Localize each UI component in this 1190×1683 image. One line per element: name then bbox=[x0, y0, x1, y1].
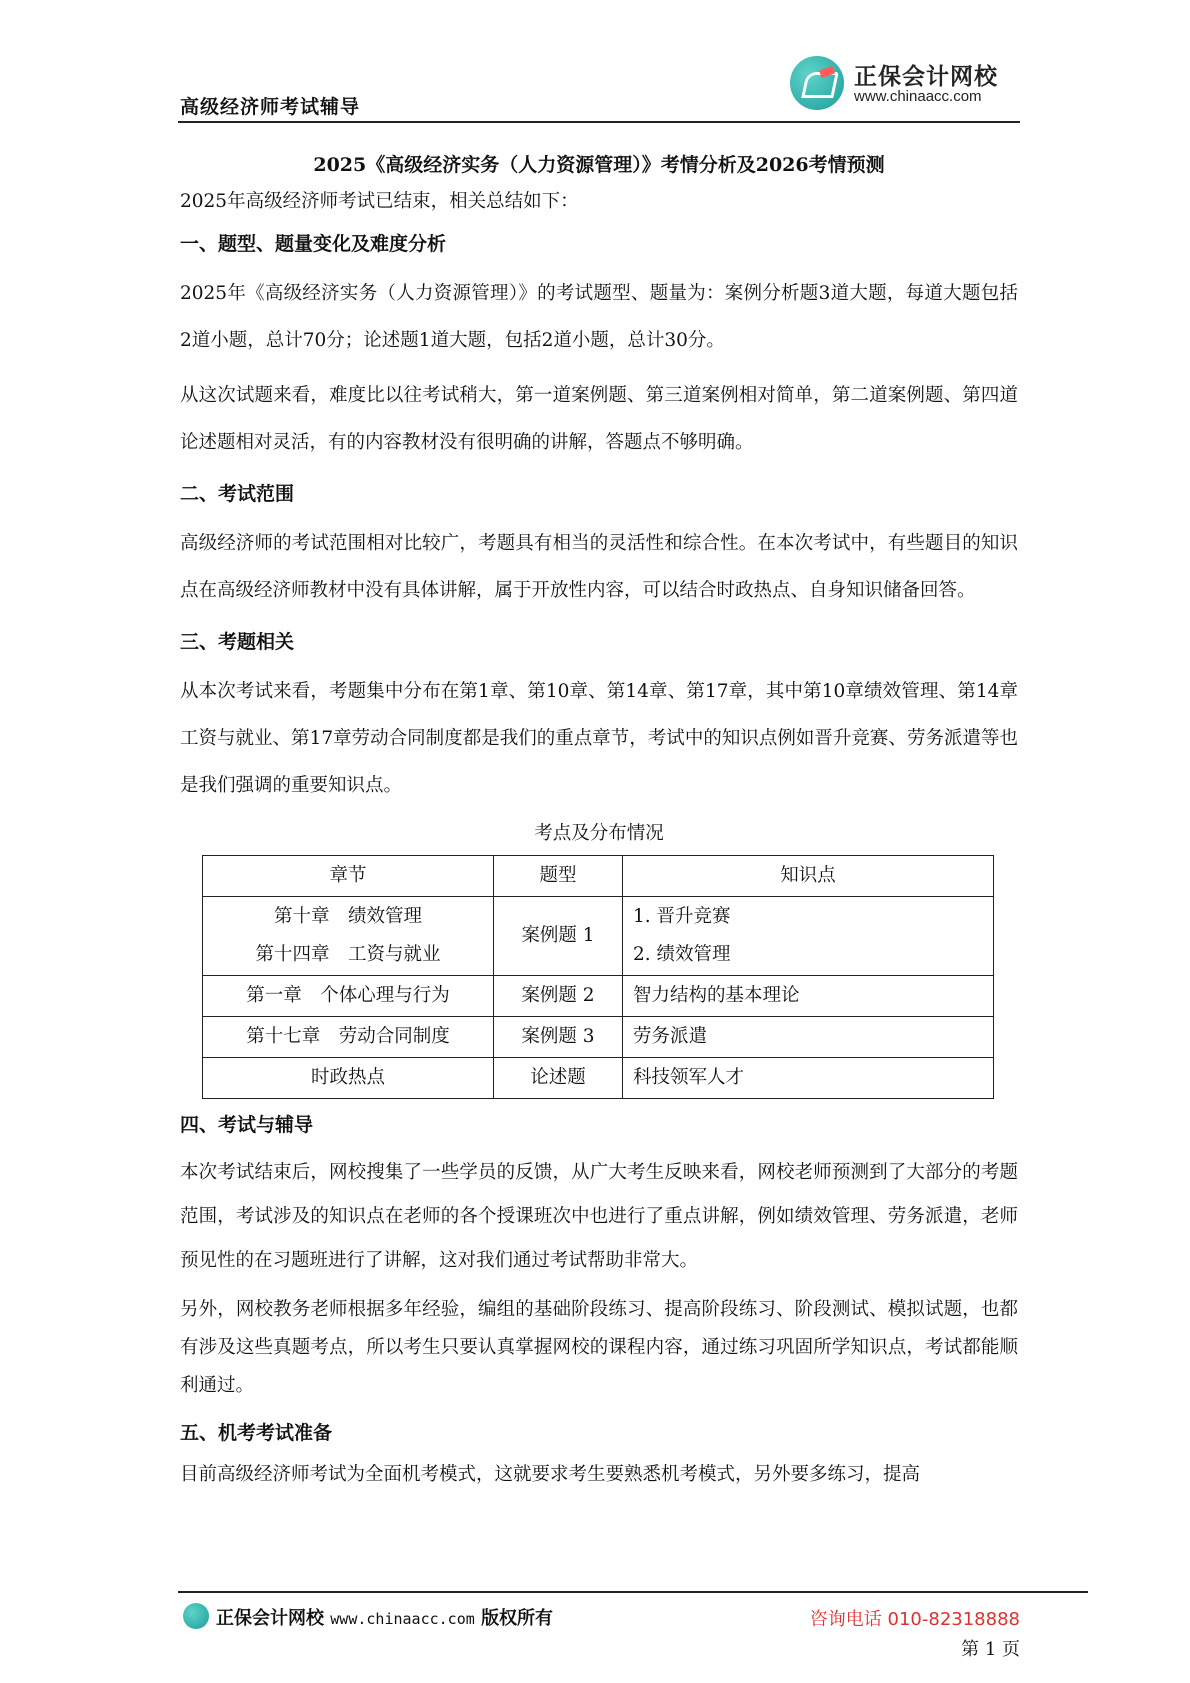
section-heading-2: 二、考试范围 bbox=[180, 483, 295, 505]
page-number: 第 1 页 bbox=[961, 1639, 1020, 1660]
table-cell-chapter: 第一章 个体心理与行为 bbox=[203, 976, 494, 1017]
document-title: 2025《高级经济实务（人力资源管理）》考情分析及2026考情预测 bbox=[313, 154, 885, 176]
table-header-cell: 题型 bbox=[494, 856, 623, 897]
table-cell-chapter: 时政热点 bbox=[203, 1058, 494, 1099]
table-cell-type: 案例题 2 bbox=[494, 976, 623, 1017]
section-heading-1: 一、题型、题量变化及难度分析 bbox=[180, 233, 447, 255]
document-body bbox=[180, 150, 1018, 1497]
footer-rights: 版权所有 bbox=[481, 1608, 554, 1629]
intro-paragraph: 2025年高级经济师考试已结束，相关总结如下： bbox=[180, 191, 579, 212]
section-heading-3: 三、考题相关 bbox=[180, 631, 295, 653]
footer-phone: 咨询电话 010-82318888 bbox=[809, 1609, 1020, 1630]
brand-logo[interactable] bbox=[790, 54, 1020, 114]
table-cell-type: 案例题 1 bbox=[494, 897, 623, 976]
logo-icon bbox=[790, 56, 844, 110]
paragraph-s4-2: 另外，网校教务老师根据多年经验，编组的基础阶段练习、提高阶段练习、阶段测试、模拟试题，也都有涉及这些真题考点，所以考生只要认真掌握网校的课程内容，通过练习巩固所学知识点，考试都能顺利通过。 bbox=[180, 1299, 1018, 1396]
chapter-name: 第十章 绩效管理 bbox=[273, 906, 422, 927]
table-row bbox=[203, 1058, 994, 1099]
header-title: 高级经济师考试辅导 bbox=[180, 96, 361, 118]
footer-brand-line bbox=[216, 1604, 553, 1630]
section-heading-4: 四、考试与辅导 bbox=[180, 1114, 314, 1136]
paragraph-s2-1: 高级经济师的考试范围相对比较广，考题具有相当的灵活性和综合性。在本次考试中，有些题目的知识点在高级经济师教材中没有具体讲解，属于开放性内容，可以结合时政热点、自身知识储备回答。 bbox=[180, 533, 1018, 601]
footer-logo-icon bbox=[183, 1603, 209, 1629]
table-cell-type: 案例题 3 bbox=[494, 1017, 623, 1058]
table-header-cell: 章节 bbox=[203, 856, 494, 897]
table-row bbox=[203, 897, 994, 976]
table-row bbox=[203, 976, 994, 1017]
paragraph-s1-2: 从这次试题来看，难度比以往考试稍大，第一道案例题、第三道案例相对简单，第二道案例题、第四道论述题相对灵活，有的内容教材没有很明确的讲解，答题点不够明确。 bbox=[180, 385, 1018, 453]
table-cell-type: 论述题 bbox=[494, 1058, 623, 1099]
table-header-cell: 知识点 bbox=[623, 856, 994, 897]
table-cell-knowledge: 劳务派遣 bbox=[623, 1017, 994, 1058]
distribution-table bbox=[202, 855, 994, 1099]
knowledge-point: 1. 晋升竞赛 bbox=[633, 906, 731, 927]
paragraph-s1-1: 2025年《高级经济实务（人力资源管理）》的考试题型、题量为：案例分析题3道大题，每道大题包括2道小题，总计70分；论述题1道大题，包括2道小题，总计30分。 bbox=[180, 283, 1018, 351]
table-header-row bbox=[203, 856, 994, 897]
table-caption: 考点及分布情况 bbox=[534, 823, 664, 844]
paragraph-s4-1: 本次考试结束后，网校搜集了一些学员的反馈，从广大考生反映来看，网校老师预测到了大部分的考题范围，考试涉及的知识点在老师的各个授课班次中也进行了重点讲解，例如绩效管理、劳务派遣，老师预见性的在习题班进行了讲解，这对我们通过考试帮助非常大。 bbox=[180, 1162, 1018, 1271]
knowledge-point: 2. 绩效管理 bbox=[633, 944, 731, 965]
logo-url: www.chinaacc.com bbox=[854, 88, 982, 105]
section-heading-5: 五、机考考试准备 bbox=[180, 1422, 333, 1444]
paragraph-s3-1: 从本次考试来看，考题集中分布在第1章、第10章、第14章、第17章，其中第10章绩效管理、第14章工资与就业、第17章劳动合同制度都是我们的重点章节，考试中的知识点例如晋升竞赛、劳务派遣等也是我们强调的重要知识点。 bbox=[180, 681, 1018, 796]
footer-brand: 正保会计网校 bbox=[216, 1608, 324, 1629]
footer-url[interactable]: www.chinaacc.com bbox=[330, 1610, 475, 1628]
table-cell-chapter bbox=[203, 897, 494, 976]
header-divider bbox=[178, 121, 1020, 123]
table-row bbox=[203, 1017, 994, 1058]
table-cell-knowledge bbox=[623, 897, 994, 976]
table-cell-chapter: 第十七章 劳动合同制度 bbox=[203, 1017, 494, 1058]
chapter-name: 第十四章 工资与就业 bbox=[255, 944, 441, 965]
table-cell-knowledge: 智力结构的基本理论 bbox=[623, 976, 994, 1017]
paragraph-s5-1: 目前高级经济师考试为全面机考模式，这就要求考生要熟悉机考模式，另外要多练习，提高 bbox=[180, 1464, 921, 1485]
table-cell-knowledge: 科技领军人才 bbox=[623, 1058, 994, 1099]
logo-name: 正保会计网校 bbox=[854, 64, 998, 90]
footer-divider bbox=[178, 1591, 1088, 1593]
